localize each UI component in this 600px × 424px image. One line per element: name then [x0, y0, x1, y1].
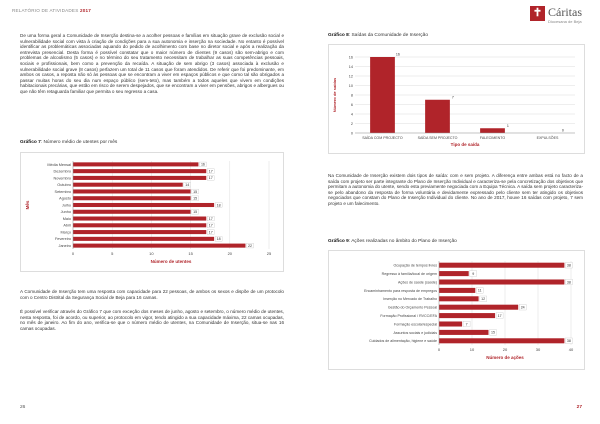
y-tick-label: Dezembro	[53, 169, 71, 174]
y-tick-label: 2	[350, 121, 353, 126]
report-header-title: RELATÓRIO DE ATIVIDADES	[12, 8, 80, 13]
bar	[439, 305, 518, 310]
bar	[439, 338, 564, 343]
data-label: 24	[520, 305, 525, 310]
y-tick-label: Gestão do Orçamento Pessoal	[387, 305, 437, 310]
right-exits-paragraph: Na Comunidade de Inserção existem dois tipos de saída: com e sem projeto. A diferença entre ambas está no facto de a saída com projeto ser parte integrante do Plano de Inserção Individual e caracteriza-se pela concretização dos objetivos que permitam a autonomia do utente, sendo esta previamente negociada com a Equipa Técnica. A saída sem projeto caracteriza-se pelo abandono da resposta de forma voluntária e devidamente expressado pelo cliente sem ter atingido os objetivos negociados que constam do Plano de Inserção Individual do cliente. No ano de 2017, houve 16 saídas com projeto, 7 sem projeto e um falecimento.	[328, 173, 584, 206]
data-label: 7	[451, 95, 454, 100]
chart9-container	[328, 250, 585, 370]
data-label: 9	[472, 271, 475, 276]
data-label: 17	[208, 176, 213, 181]
bar	[439, 288, 475, 293]
y-tick-label: Cuidados de alimentação, higiene e saúde	[369, 339, 437, 344]
left-intro-paragraph: De uma forma geral a Comunidade de Inserção destina-se a acolher pessoas e famílias em situação grave de exclusão social e vulnerabilidade social com vista à criação de condições para a sua autonomia e inserção na sociedade. No entanto é possível identificar as problemáticas associadas aquando do pedido de acolhimento com base no diretor social e após a realização da entrevista presencial. Desta forma é possível constatar que o maior número de clientes (9 casos) são sem-abrigo e com problemas de alcoolismo (5 casos) e no término do seu tratamento necessitam de trabalhar as suas competências pessoais, sociais e profissionais, bem como a prevenção da recaída. A situação de sem abrigo (3 casos) associada à exclusão e vulnerabilidade social grave (8 casos) perfazem um total de 11 casos que foram atendidos. De referir que foi predominante, em ambos os casos, a reposta não só às pessoas que se encontram a viver em espaços públicos e que como tal são obrigados a passar muitas horas do seu dia num espaço público (sem-teto), mas também a todos aqueles que vivem em condições habitacionais precárias, que estão em risco de serem despejados, que se encontram a viver em pensões, abrigos e albergues ou que não têm retaguarda familiar que permita o seu regresso a casa.	[20, 33, 284, 94]
data-label: 7	[465, 322, 468, 327]
x-tick-label: 0	[437, 347, 441, 352]
y-tick-label: Ocupação de tempos livres	[393, 263, 437, 268]
data-label: 15	[193, 189, 198, 194]
data-label: 17	[208, 223, 213, 228]
logo-name: Cáritas	[548, 5, 582, 19]
bar	[439, 330, 489, 335]
y-tick-label: 14	[348, 64, 353, 69]
y-tick-label: Julho	[61, 203, 71, 208]
y-tick-label: Regresso à família/local de origem	[381, 272, 437, 276]
chart9-svg	[329, 251, 584, 369]
y-tick-label: 0	[350, 131, 353, 136]
bar	[73, 162, 198, 166]
y-tick-label: Encaminhamento para resposta de empregos	[364, 288, 437, 293]
bar	[425, 100, 450, 133]
data-label: 38	[566, 263, 571, 268]
y-tick-label: 12	[348, 74, 353, 79]
chart7-container	[20, 152, 284, 272]
report-header-year: 2017	[79, 8, 91, 13]
chart7-caption-text: : Número médio de utentes por mês	[40, 140, 118, 145]
data-label: 17	[208, 216, 213, 221]
chart8-caption-text: : Saídas da Comunidade de Inserção	[348, 33, 428, 38]
page-number-right: 27	[576, 405, 582, 410]
data-label: 16	[395, 52, 400, 57]
data-label: 17	[497, 313, 502, 318]
bar	[73, 237, 214, 241]
bar	[439, 279, 564, 284]
data-label: 1	[506, 123, 509, 128]
chart8-caption	[328, 33, 428, 38]
x-axis-title: Número de ações	[486, 355, 524, 360]
chart7-caption-label: Gráfico 7	[20, 140, 41, 145]
x-tick-label: 20	[502, 347, 508, 352]
x-tick-label: 25	[266, 251, 272, 256]
data-label: 18	[216, 203, 221, 208]
data-label: 14	[185, 182, 190, 187]
y-tick-label: Agosto	[59, 196, 71, 201]
data-label: 15	[193, 196, 198, 201]
y-tick-label: 8	[350, 93, 353, 98]
y-tick-label: 6	[350, 102, 353, 107]
left-capacity-paragraph: A Comunidade de Inserção tem uma resposta com capacidade para 22 pessoas, de ambos os sexos e dispõe de um protocolo com o Centro Distrital da Segurança Social de Beja para 16 camas.	[20, 289, 284, 300]
bar	[73, 244, 245, 248]
chart8-caption-label: Gráfico 8	[328, 33, 349, 38]
y-tick-label: Ações de saúde (saúde)	[398, 280, 437, 285]
bar	[439, 296, 479, 301]
data-label: 15	[193, 210, 198, 215]
bar	[439, 321, 462, 326]
bar	[439, 271, 469, 276]
bar	[73, 210, 191, 214]
x-tick-label: 30	[535, 347, 541, 352]
x-tick-label: 0	[71, 251, 75, 256]
x-tick-label: 10	[149, 251, 154, 256]
y-tick-label: Janeiro	[58, 244, 71, 249]
left-analysis-paragraph: É possível verificar através do Gráfico 7 que com exceção dos meses de junho, agosto e setembro, o número médio de utentes, nesta resposta, foi de acordo, ou superior, ao protocolo em vigor, tendo atingido a sua capacidade máxima, 22 camas ocupadas, no mês de janeiro. Ao fim do ano, verifica-se que o número médio de utentes, na Comunidade de Inserção, situa-se nas 16 camas ocupadas.	[20, 309, 284, 331]
x-axis-title: Número de utentes	[150, 259, 192, 264]
page-number-left: 26	[20, 405, 26, 410]
bar	[73, 176, 206, 180]
y-axis-title: Número de saídas	[332, 77, 337, 113]
y-tick-label: Junho	[60, 210, 71, 215]
x-tick-label: SAÍDA COM PROJECTO	[362, 136, 403, 140]
bar	[480, 128, 505, 133]
bar	[73, 203, 214, 207]
bar	[73, 230, 206, 234]
chart7-svg	[21, 153, 283, 271]
y-tick-label: Setembro	[54, 189, 71, 194]
report-header	[12, 8, 91, 13]
bar	[370, 57, 395, 133]
y-tick-label: Formação Profissional / RVCC/EFA	[380, 314, 437, 318]
y-tick-label: Formação escolar/especial	[394, 322, 437, 327]
x-tick-label: 40	[568, 347, 574, 352]
chart9-caption	[328, 239, 457, 244]
chart9-caption-label: Gráfico 9	[328, 239, 349, 244]
chart9-caption-text: : Ações realizadas no âmbito do Plano de Inserção	[348, 239, 457, 244]
chart8-container	[328, 44, 585, 154]
x-axis-title: Tipo de saída	[450, 142, 480, 147]
bar	[73, 217, 206, 221]
y-tick-label: Novembro	[53, 176, 71, 181]
x-tick-label: EXPULSÕES	[536, 136, 559, 140]
y-tick-label: Média Mensal	[47, 162, 71, 167]
data-label: 17	[208, 230, 213, 235]
x-tick-label: FALECIMENTO	[479, 136, 506, 140]
y-tick-label: Maio	[62, 216, 71, 221]
y-tick-label: Outubro	[57, 183, 71, 188]
data-label: 17	[208, 169, 213, 174]
x-tick-label: 5	[111, 251, 114, 256]
chart8-svg	[329, 45, 584, 153]
data-label: 18	[216, 237, 221, 242]
y-tick-label: Assuntos sociais e judiciais	[393, 330, 437, 335]
data-label: 11	[477, 288, 482, 293]
y-tick-label: Fevereiro	[54, 237, 71, 242]
bar	[439, 263, 564, 268]
data-label: 38	[566, 339, 571, 344]
x-tick-label: 20	[227, 251, 233, 256]
bar	[73, 189, 191, 193]
y-tick-label: Março	[60, 230, 71, 235]
y-tick-label: 16	[348, 55, 353, 60]
bar	[73, 196, 191, 200]
x-tick-label: SAÍDA SEM PROJECTO	[417, 136, 458, 140]
y-tick-label: Inserção no Mercado de Trabalho	[383, 297, 437, 302]
bar	[73, 169, 206, 173]
y-tick-label: 10	[348, 83, 353, 88]
data-label: 16	[200, 162, 205, 167]
data-label: 38	[566, 280, 571, 285]
data-label: 15	[491, 330, 495, 335]
data-label: 22	[247, 243, 252, 248]
y-tick-label: Abril	[63, 223, 71, 228]
x-tick-label: 15	[188, 251, 193, 256]
chart7-caption	[20, 140, 117, 145]
x-tick-label: 10	[469, 347, 475, 352]
bar	[73, 183, 183, 187]
caritas-logo	[530, 4, 590, 30]
data-label: 12	[481, 297, 486, 302]
logo-subtitle: Diocesana de Beja	[548, 19, 582, 24]
bar	[439, 313, 495, 318]
y-tick-label: 4	[350, 112, 353, 117]
bar	[73, 223, 206, 227]
data-label: 0	[561, 128, 564, 133]
y-axis-title: Mês	[25, 200, 30, 210]
cross-icon: ✝	[530, 6, 545, 21]
